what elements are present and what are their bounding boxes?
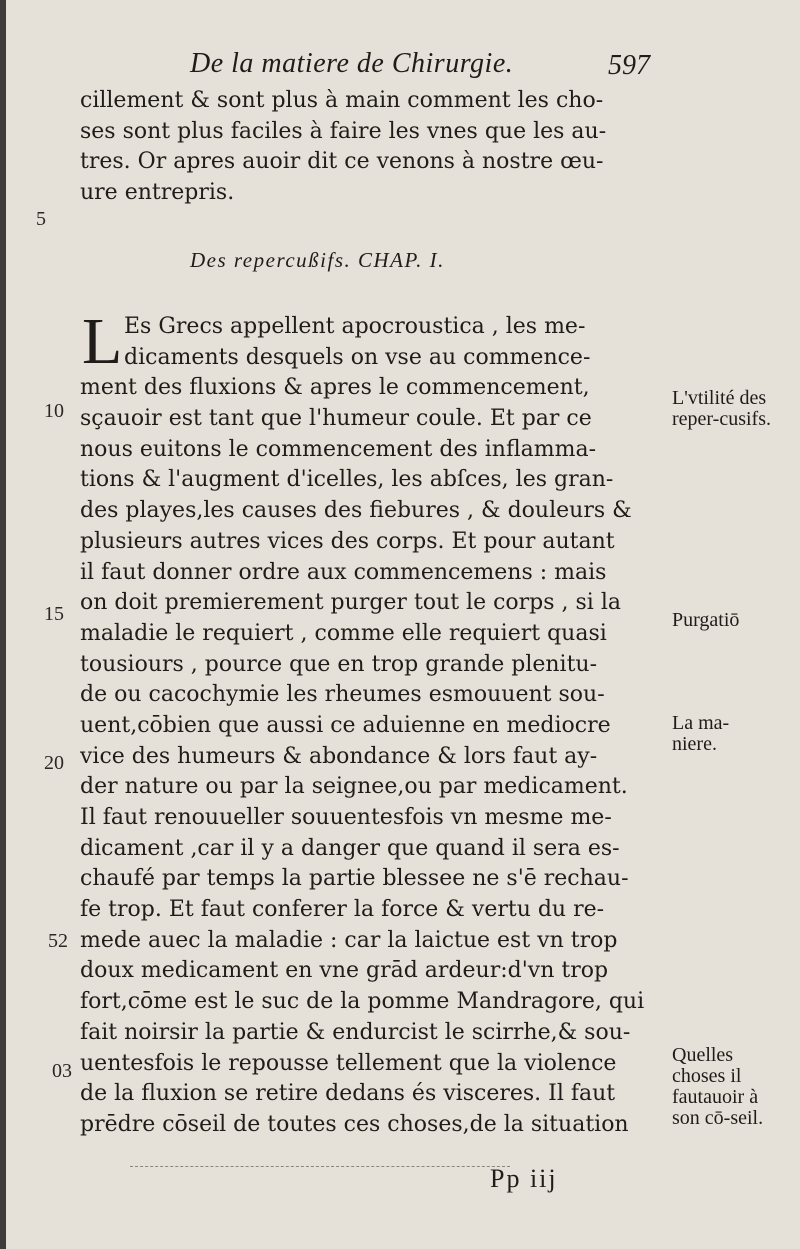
text-line: tousiours , pource que en trop grande plenitu- — [80, 651, 598, 677]
text-line: uent,cōbien que aussi ce aduienne en mediocre — [80, 712, 611, 738]
bottom-rule — [130, 1166, 510, 1167]
text-line: tions & l'augment d'icelles, les abſces, les gran- — [80, 467, 614, 493]
line-number: 52 — [48, 930, 68, 952]
text-line: chaufé par temps la partie blessee ne s'ē rechau- — [80, 866, 629, 892]
text-line: de ou cacochymie les rheumes esmouuent sou- — [80, 682, 605, 708]
text-line: Es Grecs appellent apocroustica , les me- — [124, 314, 586, 339]
intro-paragraph — [80, 86, 660, 209]
text-line: maladie le requiert , comme elle requiert quasi — [80, 620, 607, 646]
text-line: der nature ou par la seignee,ou par medicament. — [80, 774, 628, 800]
text-line: prēdre cōseil de toutes ces choses,de la situation — [80, 1111, 629, 1137]
margin-note: Purgatiō — [672, 609, 740, 631]
text-line: on doit premierement purger tout le corps , si la — [80, 590, 621, 616]
margin-note: Quelles choses il fautauoir à son cō-seil. — [672, 1044, 764, 1129]
drop-cap: L — [82, 305, 123, 378]
text-line: plusieurs autres vices des corps. Et pour autant — [80, 528, 615, 554]
margin-note: La ma-niere. — [672, 712, 730, 755]
line-number: 20 — [44, 752, 64, 774]
text-line: sçauoir est tant que l'humeur coule. Et par ce — [80, 406, 592, 432]
line-number: 5 — [36, 208, 46, 230]
text-line: Il faut renouueller souuentesfois vn mesme me- — [80, 805, 612, 830]
text-line: il faut donner ordre aux commencemens : mais — [80, 559, 607, 585]
margin-note: L'vtilité des reper-cusifs. — [672, 387, 771, 430]
text-line: ure entrepris. — [80, 180, 235, 206]
text-line: fort,cōme est le suc de la pomme Mandragore, qui — [80, 989, 645, 1015]
text-line: tres. Or apres auoir dit ce venons à nostre œu- — [80, 149, 604, 175]
text-line: dicaments desquels on vse au commence- — [124, 344, 591, 370]
text-line: dicament ,car il y a danger que quand il sera es- — [80, 835, 620, 861]
text-line: uentesfois le repousse tellement que la violence — [80, 1050, 617, 1076]
text-line: ses sont plus faciles à faire les vnes que les au- — [80, 118, 607, 144]
chapter-title: Des repercußifs. CHAP. I. — [190, 248, 445, 272]
running-title: De la matiere de Chirurgie. — [190, 48, 514, 79]
text-line: doux medicament en vne grād ardeur:d'vn trop — [80, 958, 609, 984]
signature-mark: Pp iij — [490, 1164, 558, 1193]
line-number: 03 — [52, 1060, 72, 1082]
text-line: fait noirsir la partie & endurcist le scirrhe,& sou- — [80, 1019, 631, 1045]
text-line: ment des fluxions & apres le commencement, — [80, 375, 590, 401]
line-number: 10 — [44, 400, 64, 422]
text-line: fe trop. Et faut conferer la force & vertu du re- — [80, 897, 605, 923]
text-line: nous euitons le commencement des inflamma- — [80, 436, 597, 462]
text-line: cillement & sont plus à main comment les cho- — [80, 88, 604, 113]
line-number: 15 — [44, 603, 64, 625]
text-line: de la fluxion se retire dedans és visceres. Il faut — [80, 1081, 616, 1107]
text-line: vice des humeurs & abondance & lors faut ay- — [80, 743, 598, 769]
text-line: mede auec la maladie : car la laictue est vn trop — [80, 927, 618, 953]
text-line: des playes,les causes des fiebures , & douleurs & — [80, 498, 632, 524]
chapter-body — [80, 305, 665, 1141]
page-number: 597 — [608, 50, 650, 81]
page-header — [190, 48, 660, 88]
